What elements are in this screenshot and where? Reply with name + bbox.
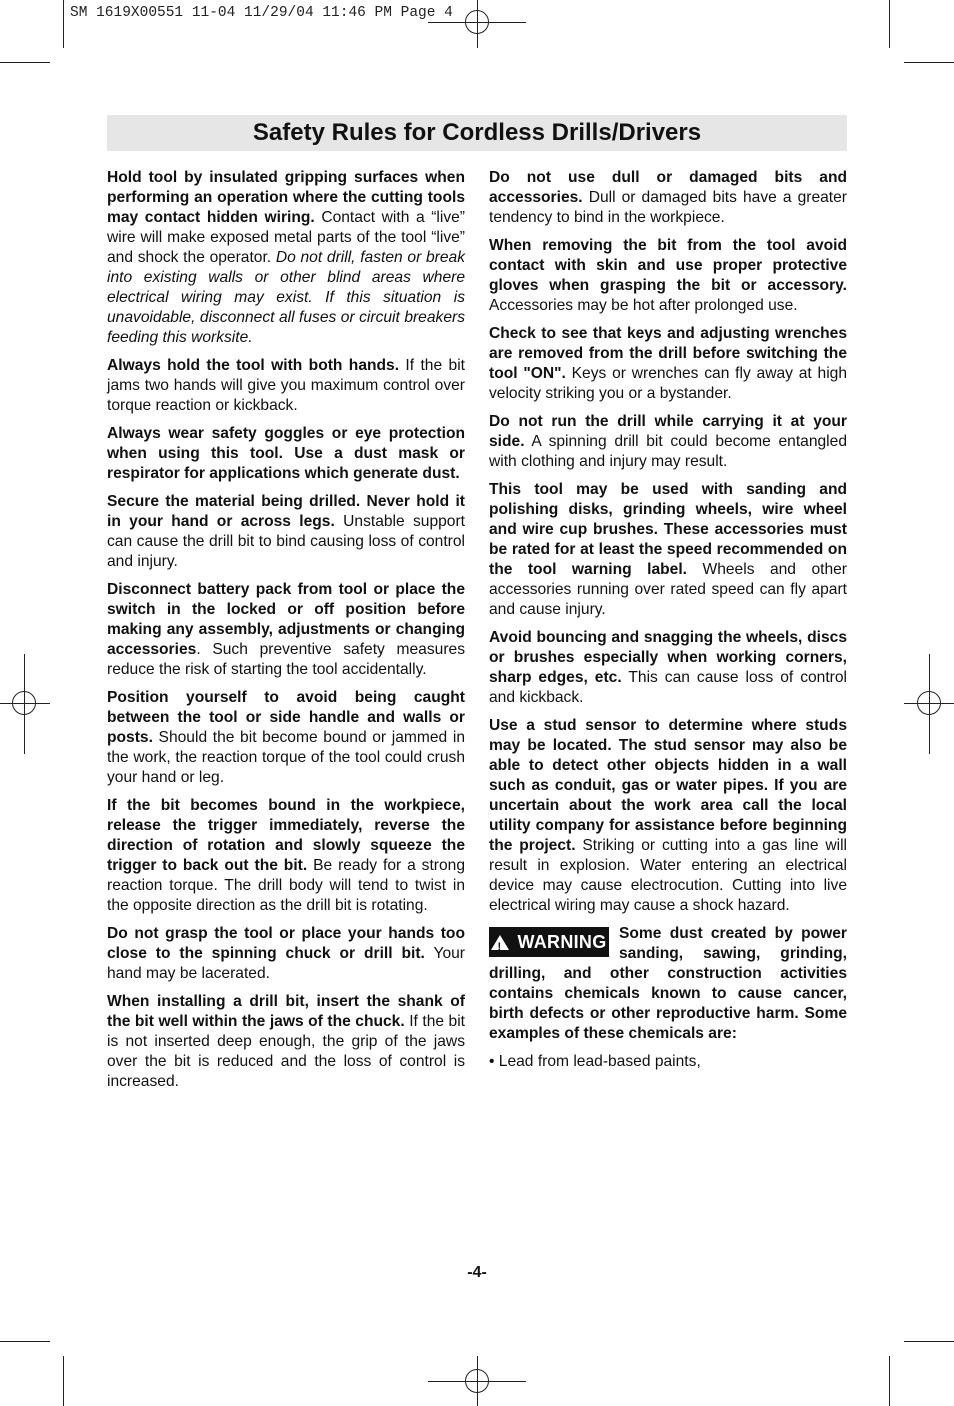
rule-text: . Such preventive safety measures reduce the risk of starting the tool accidentally. (107, 641, 465, 678)
rule-heading: Hold tool by insulated gripping surfaces when performing an operation where the cutting tools may contact hidden wiring. (107, 169, 465, 226)
safety-rule (489, 412, 847, 472)
rule-text: Contact with a “live” wire will make exposed metal parts of the tool “live” and shock the operator. (107, 209, 465, 266)
crop-mark (63, 0, 64, 48)
crop-mark (889, 1356, 890, 1406)
rule-heading: Do not use dull or damaged bits and accessories. (489, 169, 847, 206)
rule-heading: When removing the bit from the tool avoid contact with skin and use proper protective gloves when grasping the bit or accessory. (489, 237, 847, 294)
rule-heading: Do not grasp the tool or place your hands too close to the spinning chuck or drill bit. (107, 925, 465, 962)
rule-heading: Always hold the tool with both hands. (107, 357, 400, 374)
crop-mark (904, 62, 954, 63)
safety-rule (489, 168, 847, 228)
safety-rule (489, 324, 847, 404)
rule-heading: Do not run the drill while carrying it at your side. (489, 413, 847, 450)
safety-rule (489, 628, 847, 708)
rule-text: Striking or cutting into a gas line will result in explosion. Water entering an electrical device may cause electrocution. Cutting into live electrical wiring may cause a shock hazard. (489, 837, 847, 914)
left-column (107, 168, 465, 1100)
rule-text: Be ready for a strong reaction torque. The drill body will tend to twist in the opposite direction as the drill bit is rotating. (107, 857, 465, 914)
crop-mark (889, 0, 890, 48)
crop-mark (63, 1356, 64, 1406)
registration-circle (12, 691, 36, 715)
rule-text: If the bit jams two hands will give you maximum control over torque reaction or kickback. (107, 357, 465, 414)
warning-label: WARNING (517, 932, 607, 952)
right-column (489, 168, 847, 1080)
crop-mark (0, 1341, 50, 1342)
warning-paragraph (489, 924, 847, 1044)
rule-heading: This tool may be used with sanding and polishing disks, grinding wheels, wire wheel and wire cup brushes. These accessories must be rated for at least the speed recommended on the tool warning label. (489, 481, 847, 578)
safety-rule (107, 168, 465, 348)
rule-heading: Always wear safety goggles or eye protection when using this tool. Use a dust mask or respirator for applications which generate dust. (107, 425, 465, 482)
safety-rule (107, 424, 465, 484)
page-title: Safety Rules for Cordless Drills/Drivers (252, 119, 702, 146)
crop-mark (904, 1341, 954, 1342)
warning-badge (489, 927, 609, 957)
rule-heading: Check to see that keys and adjusting wrenches are removed from the drill before switching the tool "ON". (489, 325, 847, 382)
rule-italic-text: Do not drill, fasten or break into existing walls or other blind areas where electrical wiring may exist. If this situation is unavoidable, disconnect all fuses or circuit breakers feeding this worksite. (107, 249, 465, 346)
safety-rule (489, 716, 847, 916)
rule-heading: If the bit becomes bound in the workpiece, release the trigger immediately, reverse the direction of rotation and slowly squeeze the trigger to back out the bit. (107, 797, 465, 874)
rule-heading: Use a stud sensor to determine where studs may be located. The stud sensor may also be able to detect other objects hidden in a wall such as conduit, gas or water pipes. If you are uncertain about the work area call the local utility company for assistance before beginning the project. (489, 717, 847, 854)
warning-text: Some dust created by power sanding, sawing, grinding, drilling, and other construction activities contains chemicals known to cause cancer, birth defects or other reproductive harm. Some examples of these chemicals are: (489, 925, 847, 1042)
rule-heading: Secure the material being drilled. Never hold it in your hand or across legs. (107, 493, 465, 530)
rule-text: Accessories may be hot after prolonged use. (489, 297, 798, 314)
safety-rule (107, 924, 465, 984)
rule-text: Unstable support can cause the drill bit to bind causing loss of control and injury. (107, 513, 465, 570)
rule-text: If the bit is not inserted deep enough, the grip of the jaws over the bit is reduced and the loss of control is increased. (107, 1013, 466, 1090)
safety-rule (107, 796, 465, 916)
safety-rule (107, 992, 465, 1092)
safety-rule (489, 480, 847, 620)
bullet-item: • Lead from lead-based paints, (489, 1053, 701, 1070)
safety-rule (107, 356, 465, 416)
rule-text: Dull or damaged bits have a greater tendency to bind in the workpiece. (489, 189, 847, 226)
rule-heading: Position yourself to avoid being caught between the tool or side handle and walls or posts. (107, 689, 465, 746)
right-rules (489, 168, 847, 916)
rule-heading: Avoid bouncing and snagging the wheels, discs or brushes especially when working corners, sharp edges, etc. (489, 629, 847, 686)
registration-circle (465, 1369, 489, 1393)
rule-text: Should the bit become bound or jammed in the work, the reaction torque of the tool could crush your hand or leg. (107, 729, 465, 786)
rule-text: Your hand may be lacerated. (107, 945, 465, 982)
rule-heading: When installing a drill bit, insert the shank of the bit well within the jaws of the chuck. (107, 993, 465, 1030)
rule-text: This can cause loss of control and kickback. (489, 669, 847, 706)
safety-rule (107, 688, 465, 788)
title-bar (107, 115, 847, 151)
crop-mark (0, 62, 50, 63)
rule-text: A spinning drill bit could become entangled with clothing and injury may result. (489, 433, 847, 470)
page-number: -4- (467, 1264, 487, 1281)
rule-heading: Disconnect battery pack from tool or place the switch in the locked or off position before making any assembly, adjustments or changing accessories (107, 581, 465, 658)
safety-rule (107, 492, 465, 572)
registration-circle (917, 691, 941, 715)
print-slug: SM 1619X00551 11-04 11/29/04 11:46 PM Page 4 (70, 5, 453, 21)
safety-rule (107, 580, 465, 680)
safety-rule (489, 236, 847, 316)
rule-text: Keys or wrenches can fly away at high velocity striking you or a bystander. (489, 365, 848, 402)
registration-circle (465, 10, 489, 34)
rule-text: Wheels and other accessories running over rated speed can fly apart and cause injury. (489, 561, 847, 618)
warning-triangle-icon: ! (491, 935, 509, 950)
